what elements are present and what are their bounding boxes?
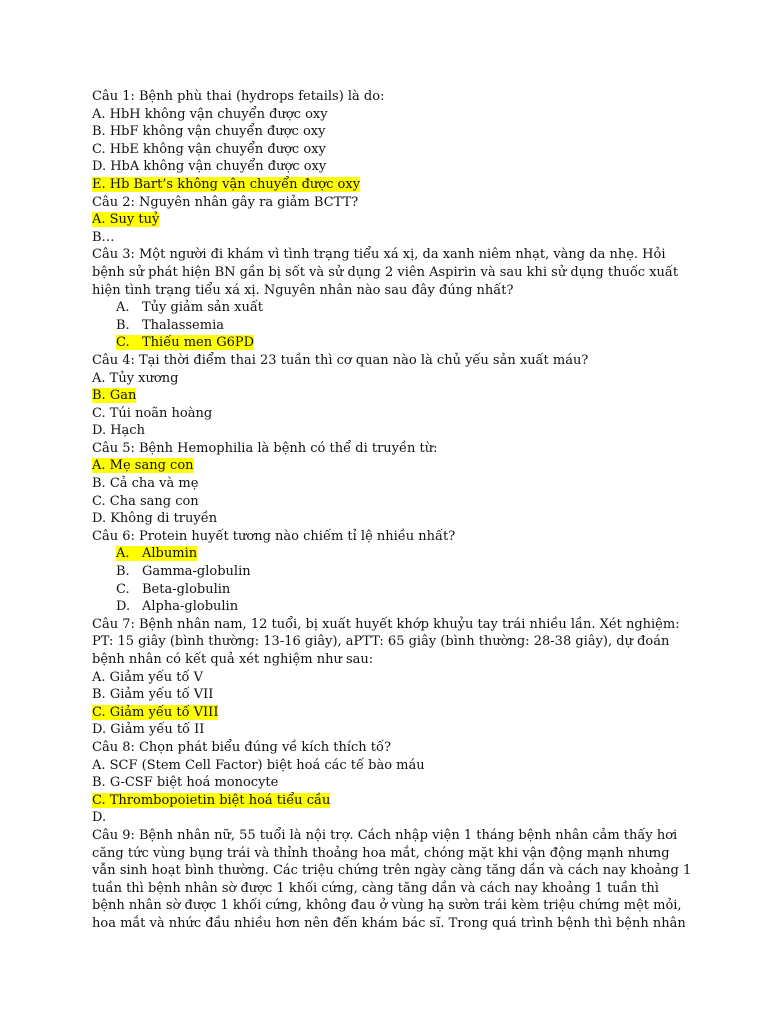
q5-title: Câu 5: Bệnh Hemophilia là bệnh có thể di truyền từ: bbox=[92, 440, 438, 456]
q7-option-c-answer: C. Giảm yếu tố VIII bbox=[92, 704, 219, 720]
q1-option-b: B. HbF không vận chuyển được oxy bbox=[92, 124, 326, 140]
q4-title: Câu 4: Tại thời điểm thai 23 tuần thì cơ quan nào là chủ yếu sản xuất máu? bbox=[92, 352, 589, 368]
q3-option-a: A. Tủy giảm sản xuất bbox=[116, 300, 264, 316]
q5-option-b: B. Cả cha và mẹ bbox=[92, 476, 199, 492]
q8-option-a: A. SCF (Stem Cell Factor) biệt hoá các tế bào máu bbox=[92, 757, 425, 773]
q4-option-a: A. Tủy xương bbox=[92, 370, 179, 386]
q4-option-d: D. Hạch bbox=[92, 423, 145, 439]
q2-option-a-answer: A. Suy tuỷ bbox=[92, 212, 160, 228]
q8-option-c-answer: C. Thrombopoietin biệt hoá tiểu cầu bbox=[92, 792, 331, 808]
q1-option-c: C. HbE không vận chuyển được oxy bbox=[92, 141, 326, 157]
q8-option-d: D. bbox=[92, 810, 107, 826]
q7-option-d: D. Giảm yếu tố II bbox=[92, 722, 205, 738]
q3-line-2: bệnh sử phát hiện BN gần bị sốt và sử dụng 2 viên Aspirin và sau khi sử dụng thuốc xuất bbox=[92, 264, 679, 280]
q6-option-b: B. Gamma-globulin bbox=[116, 564, 251, 580]
q8-title: Câu 8: Chọn phát biểu đúng về kích thích tố? bbox=[92, 739, 391, 755]
q4-option-b-answer: B. Gan bbox=[92, 388, 137, 404]
q6-option-d: D. Alpha-globulin bbox=[116, 599, 239, 615]
q9-line-2: căng tức vùng bụng trái và thỉnh thoảng hoa mắt, chóng mặt khi vận động mạnh nhưng bbox=[92, 845, 670, 861]
q3-line-1: Câu 3: Một người đi khám vì tình trạng tiểu xá xị, da xanh niêm nhạt, vàng da nhẹ. Hỏi bbox=[92, 247, 666, 263]
q9-line-5: bệnh nhân sờ được 1 khối cứng, không đau ở vùng hạ sườn trái kèm triệu chứng mệt mỏi, bbox=[92, 898, 682, 914]
q2-title: Câu 2: Nguyên nhân gây ra giảm BCTT? bbox=[92, 194, 359, 210]
q6-option-a-answer: A. Albumin bbox=[116, 546, 198, 562]
q8-option-b: B. G-CSF biệt hoá monocyte bbox=[92, 775, 279, 791]
q7-option-b: B. Giảm yếu tố VII bbox=[92, 687, 214, 703]
q7-line-2: PT: 15 giây (bình thường: 13-16 giây), aPTT: 65 giây (bình thường: 28-38 giây), dự đoán bbox=[92, 634, 670, 650]
q7-line-1: Câu 7: Bệnh nhân nam, 12 tuổi, bị xuất huyết khớp khuỷu tay trái nhiều lần. Xét nghiệm: bbox=[92, 616, 680, 632]
q1-option-d: D. HbA không vận chuyển được oxy bbox=[92, 159, 327, 175]
q5-option-d: D. Không di truyền bbox=[92, 511, 218, 527]
q9-line-6: hoa mắt và nhức đầu nhiều hơn nên đến khám bác sĩ. Trong quá trình bệnh thì bệnh nhân bbox=[92, 915, 686, 931]
q1-option-e-answer: E. Hb Bart’s không vận chuyển được oxy bbox=[92, 176, 361, 192]
q7-option-a: A. Giảm yếu tố V bbox=[92, 669, 203, 685]
q9-line-4: tuần thì bệnh nhân sờ được 1 khối cứng, càng tăng dần và cách nay khoảng 1 tuần thì bbox=[92, 880, 659, 896]
q1-title: Câu 1: Bệnh phù thai (hydrops fetails) là do: bbox=[92, 89, 385, 104]
q2-option-b: B… bbox=[92, 229, 115, 245]
q3-option-b: B. Thalassemia bbox=[116, 317, 224, 333]
q4-option-c: C. Túi noãn hoàng bbox=[92, 405, 213, 421]
q6-option-c: C. Beta-globulin bbox=[116, 581, 231, 597]
q7-line-3: bệnh nhân có kết quả xét nghiệm như sau: bbox=[92, 652, 374, 667]
q5-option-a-answer: A. Mẹ sang con bbox=[92, 458, 194, 474]
q1-option-a: A. HbH không vận chuyển được oxy bbox=[92, 106, 328, 122]
q3-option-c-answer: C. Thiếu men G6PD bbox=[116, 335, 255, 351]
q5-option-c: C. Cha sang con bbox=[92, 493, 199, 509]
q3-line-3: hiện tình trạng tiểu xá xị. Nguyên nhân nào sau đây đúng nhất? bbox=[92, 282, 514, 298]
q9-line-3: vẫn sinh hoạt bình thường. Các triệu chứng trên ngày càng tăng dần và cách nay khoảng 1 bbox=[92, 863, 692, 879]
q6-title: Câu 6: Protein huyết tương nào chiếm tỉ lệ nhiều nhất? bbox=[92, 528, 456, 544]
q9-line-1: Câu 9: Bệnh nhân nữ, 55 tuổi là nội trợ. Cách nhập viện 1 tháng bệnh nhân cảm thấy hơi bbox=[92, 827, 678, 843]
